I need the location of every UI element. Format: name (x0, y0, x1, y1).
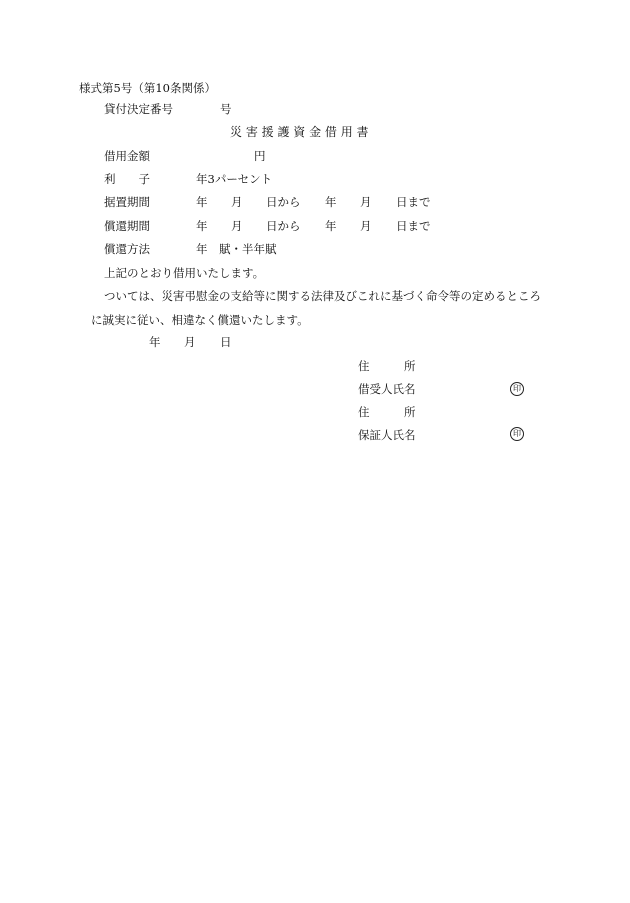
guarantor-name-label: 保証人氏名 (358, 428, 416, 442)
grace-period-label: 据置期間 (104, 195, 150, 209)
statement-repay-line2: に誠実に従い、相違なく償還いたします。 (91, 313, 309, 327)
statement-borrow: 上記のとおり借用いたします。 (104, 266, 265, 280)
repayment-period-year-start: 年 (196, 219, 208, 233)
form-label: 様式第5号（第10条関係） (79, 81, 216, 95)
repayment-method-label: 償還方法 (104, 242, 150, 256)
interest-value: 年3パーセント (196, 172, 273, 186)
grace-period-until: 日まで (396, 195, 431, 209)
repayment-method-value: 年 賦・半年賦 (196, 242, 277, 256)
document-title: 災 害 援 護 資 金 借 用 書 (230, 125, 369, 139)
grace-period-month-start: 月 (231, 195, 243, 209)
loan-amount-label: 借用金額 (104, 149, 150, 163)
repayment-period-from: 日から (266, 219, 301, 233)
repayment-period-year-end: 年 (325, 219, 337, 233)
loan-decision-number-suffix: 号 (220, 102, 232, 116)
repayment-period-until: 日まで (396, 219, 431, 233)
grace-period-year-start: 年 (196, 195, 208, 209)
repayment-period-month-end: 月 (360, 219, 372, 233)
loan-amount-unit: 円 (254, 149, 266, 163)
date-month: 月 (184, 335, 196, 349)
repayment-period-month-start: 月 (231, 219, 243, 233)
borrower-seal: 印 (510, 382, 524, 396)
statement-repay-line1: ついては、災害弔慰金の支給等に関する法律及びこれに基づく命令等の定めるところ (104, 289, 541, 303)
guarantor-seal: 印 (510, 427, 524, 441)
guarantor-address-label: 住 所 (358, 405, 416, 419)
repayment-period-label: 償還期間 (104, 219, 150, 233)
borrower-name-label: 借受人氏名 (358, 382, 416, 396)
grace-period-from: 日から (266, 195, 301, 209)
loan-decision-number-label: 貸付決定番号 (104, 102, 173, 116)
grace-period-year-end: 年 (325, 195, 337, 209)
date-day: 日 (220, 335, 232, 349)
interest-label: 利 子 (104, 172, 150, 186)
date-year: 年 (149, 335, 161, 349)
grace-period-month-end: 月 (360, 195, 372, 209)
borrower-address-label: 住 所 (358, 359, 416, 373)
